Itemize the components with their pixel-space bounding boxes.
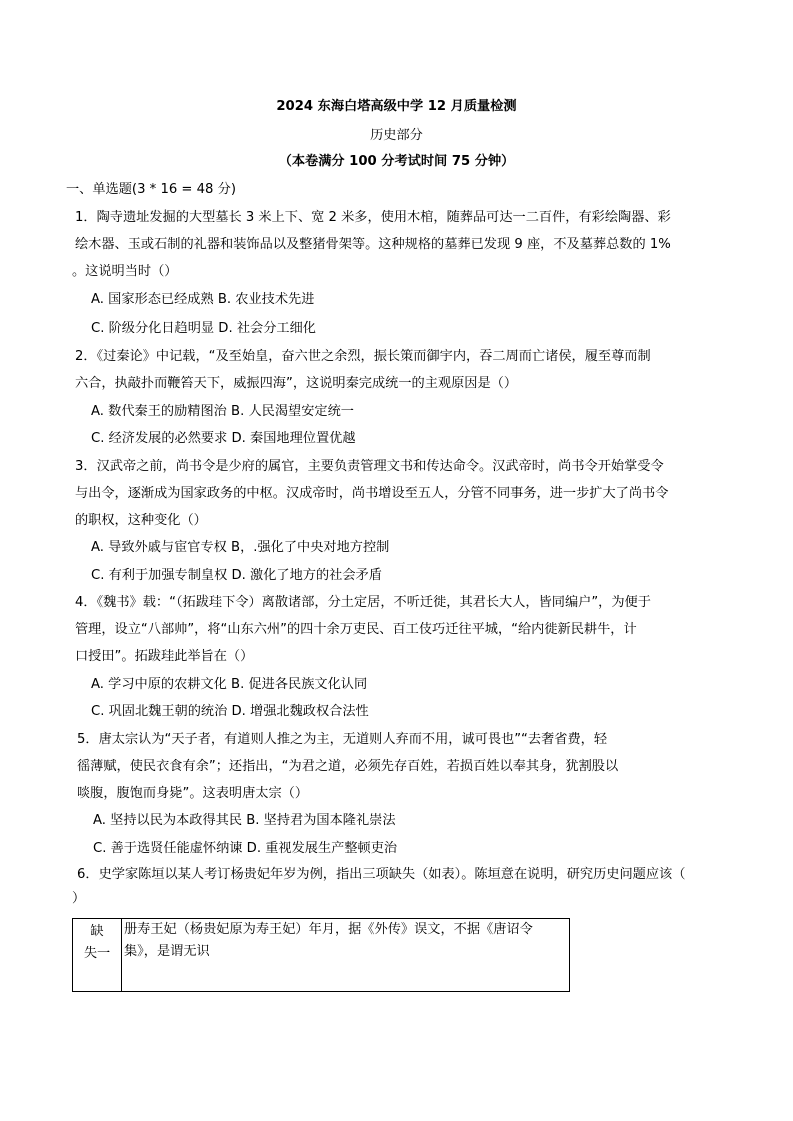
question-1-options-ab: A. 国家形态已经成熟 B. 农业技术先进 [91,292,315,307]
question-4-line-3: 口授田”。拓跋珪此举旨在（） [75,649,254,664]
table-body-line-1: 册寿王妃（杨贵妃原为寿王妃）年月，据《外传》误文，不据《唐诏令 [124,922,533,937]
exam-title: 2024 东海白塔高级中学 12 月质量检测 [276,99,517,114]
exam-subject: 历史部分 [370,128,423,143]
question-5-line-1: 5．唐太宗认为“天子者，有道则人推之为主，无道则人弃而不用，诚可畏也”“去奢省费，轻 [77,732,608,747]
question-5-options-cd: C. 善于选贤任能虚怀纳谏 D. 重视发展生产整顿吏治 [93,841,398,856]
question-6-table [72,918,570,992]
question-1-line-3: 。这说明当时（） [72,264,178,279]
question-3-options-cd: C. 有利于加强专制皇权 D. 激化了地方的社会矛盾 [91,568,382,583]
section-heading: 一、单选题(3 * 16 = 48 分) [66,182,236,197]
table-head-line-1: 缺 [90,924,104,939]
question-5-options-ab: A. 坚持以民为本政得其民 B. 坚持君为国本隆礼崇法 [93,813,396,828]
question-4-options-ab: A. 学习中原的农耕文化 B. 促进各民族文化认同 [91,677,368,692]
question-3-line-2: 与出令，逐渐成为国家政务的中枢。汉成帝时，尚书增设至五人，分管不同事务，进一步扩大了尚书令 [75,486,669,501]
table-head-line-2: 失一 [83,946,111,961]
question-3-line-3: 的职权，这种变化（） [75,513,207,528]
question-2-options-ab: A. 数代秦王的励精图治 B. 人民渴望安定统一 [91,404,354,419]
question-6-line-2: ） [72,891,86,906]
table-body-line-2: 集》，是谓无识 [124,944,210,959]
question-1-line-2: 绘木器、玉或石制的礼器和装饰品以及整猪骨架等。这种规格的墓葬已发现 9 座，不及墓葬总数的 1% [75,237,671,252]
exam-note: （本卷满分 100 分考试时间 75 分钟） [278,154,515,169]
question-1-options-cd: C. 阶级分化日趋明显 D. 社会分工细化 [91,321,316,336]
question-3-line-1: 3．汉武帝之前，尚书令是少府的属官，主要负责管理文书和传达命令。汉武帝时，尚书令开始掌受令 [75,459,664,474]
table-head-cell [73,919,122,992]
question-4-line-2: 管理，设立“八部帅”，将“山东六州”的四十余万吏民、百工伎巧迁往平城，“给内徙新民耕牛，计 [75,622,637,637]
table-row [73,919,570,992]
question-5-line-3: 啖腹，腹饱而身毙”。这表明唐太宗（） [77,786,309,801]
question-3-options-ab: A. 导致外戚与宦官专权 B，.强化了中央对地方控制 [91,540,390,555]
question-2-line-1: 2．《过秦论》中记载，“及至始皇，奋六世之余烈，振长策而御宇内，吞二周而亡诸侯，履至尊而制 [75,349,651,364]
question-1-line-1: 1．陶寺遗址发掘的大型墓长 3 米上下、宽 2 米多，使用木棺，随葬品可达一二百件，有彩绘陶器、彩 [75,210,671,225]
question-4-line-1: 4．《魏书》载：“（拓跋珪下令）离散诸部，分土定居，不听迁徙，其君长大人，皆同编户”，为便于 [75,595,651,610]
table-body-cell [122,919,570,992]
question-2-options-cd: C. 经济发展的必然要求 D. 秦国地理位置优越 [91,431,356,446]
question-2-line-2: 六合，执敲扑而鞭笞天下，威振四海”，这说明秦完成统一的主观原因是（） [75,376,518,391]
question-4-options-cd: C. 巩固北魏王朝的统治 D. 增强北魏政权合法性 [91,704,369,719]
question-6-line-1: 6．史学家陈垣以某人考订杨贵妃年岁为例，指出三项缺失（如表）。陈垣意在说明，研究历史问题应该（ [77,867,686,882]
question-5-line-2: 徭薄赋，使民衣食有余”；还指出，“为君之道，必须先存百姓，若损百姓以奉其身，犹割股以 [77,759,619,774]
